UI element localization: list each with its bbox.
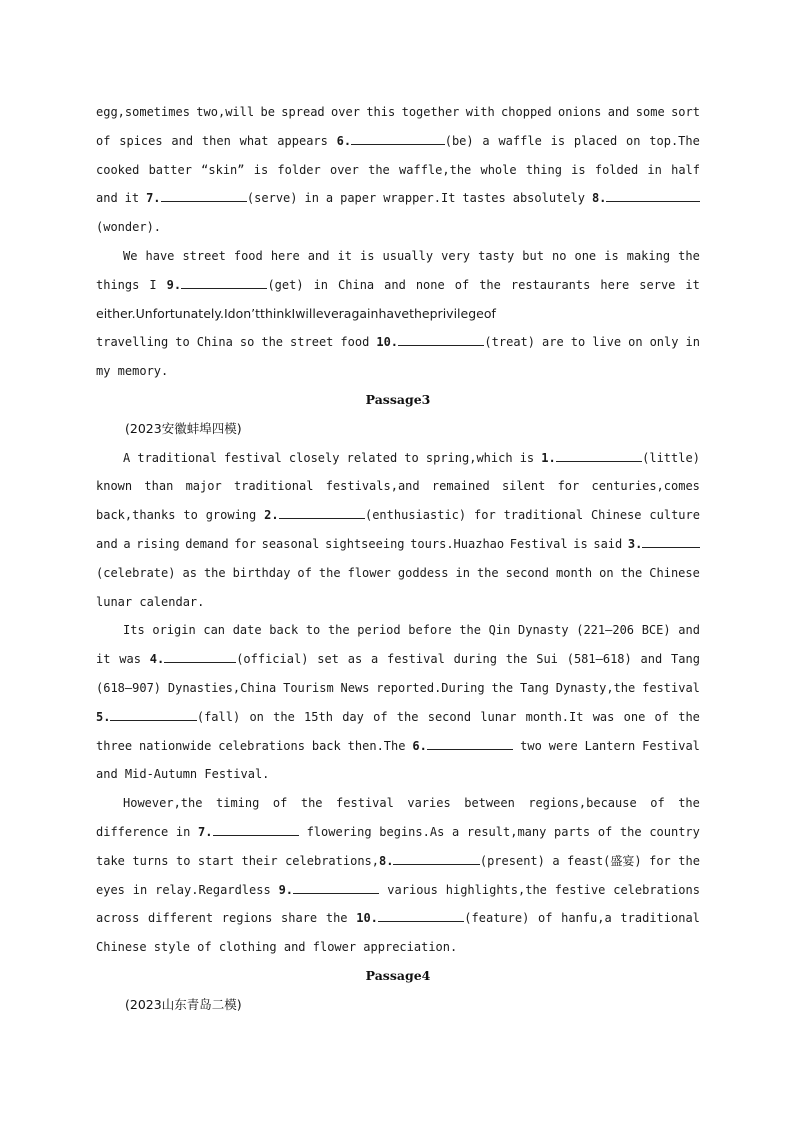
text-line: and it 7. (serve) in a paper wrapper.It tastes absolutely 8.	[96, 184, 700, 213]
text-line: back,thanks to growing 2. (enthusiastic) for traditional Chinese culture	[96, 508, 700, 523]
text-line: it was 4. (official) set as a festival during the Sui (581—618) and Tang	[96, 652, 700, 667]
text-line: cooked batter “skin” is folder over the waffle,the whole thing is folded in half	[96, 162, 700, 177]
passage4-heading: Passage4	[365, 967, 431, 983]
text-line: However,the timing of the festival varies between regions,because of the	[123, 796, 700, 811]
text-line: of spices and then what appears 6. (be) a waffle is placed on top.The	[96, 133, 700, 148]
text-line: and a rising demand for seasonal sightseeing tours.Huazhao Festival is said 3.	[96, 530, 700, 559]
text-line: (618—907) Dynasties,China Tourism News reported.During the Tang Dynasty,the festival	[96, 680, 700, 695]
text-line: (wonder).	[96, 220, 162, 235]
text-line: across different regions share the 10. (feature) of hanfu,a traditional	[96, 911, 700, 926]
text-line: (celebrate) as the birthday of the flower goddess in the second month on the Chinese	[96, 565, 700, 580]
passage3-source: (2023安徽蚌埠四模)	[125, 420, 242, 436]
passage3-heading: Passage3	[365, 391, 431, 407]
text-line: Chinese style of clothing and flower appreciation.	[96, 940, 458, 955]
passage4-source: (2023山东青岛二模)	[125, 996, 242, 1012]
text-line: my memory.	[96, 364, 169, 379]
text-line: things I 9. (get) in China and none of the restaurants here serve it	[96, 277, 700, 292]
passage2-continuation	[96, 98, 700, 386]
text-line: We have street food here and it is usually very tasty but no one is making the	[123, 248, 700, 263]
text-line: travelling to China so the street food 10. (treat) are to live on only in	[96, 335, 700, 350]
passage3-body	[96, 444, 700, 962]
text-line: egg,sometimes two,will be spread over this together with chopped onions and some sort	[96, 105, 700, 119]
text-line: A traditional festival closely related to spring,which is 1. (little)	[123, 450, 700, 465]
text-line: take turns to start their celebrations,8. (present) a feast(盛宴) for the	[96, 853, 700, 868]
text-line: eyes in relay.Regardless 9. various highlights,the festive celebrations	[96, 882, 700, 897]
document-page	[96, 98, 700, 1020]
text-line: 5. (fall) on the 15th day of the second lunar month.It was one of the	[96, 709, 700, 724]
text-line: difference in 7. flowering begins.As a result,many parts of the country	[96, 824, 700, 839]
text-line: either.Unfortunately.I don’t think I will ever again have the privilege of	[96, 305, 496, 321]
text-line: known than major traditional festivals,and remained silent for centuries,comes	[96, 479, 700, 494]
text-line: three nationwide celebrations back then.The 6. two were Lantern Festival	[96, 738, 700, 753]
text-line: lunar calendar.	[96, 594, 205, 609]
text-line: and Mid-Autumn Festival.	[96, 767, 270, 782]
text-line: Its origin can date back to the period before the Qin Dynasty (221—206 BCE) and	[123, 623, 700, 638]
